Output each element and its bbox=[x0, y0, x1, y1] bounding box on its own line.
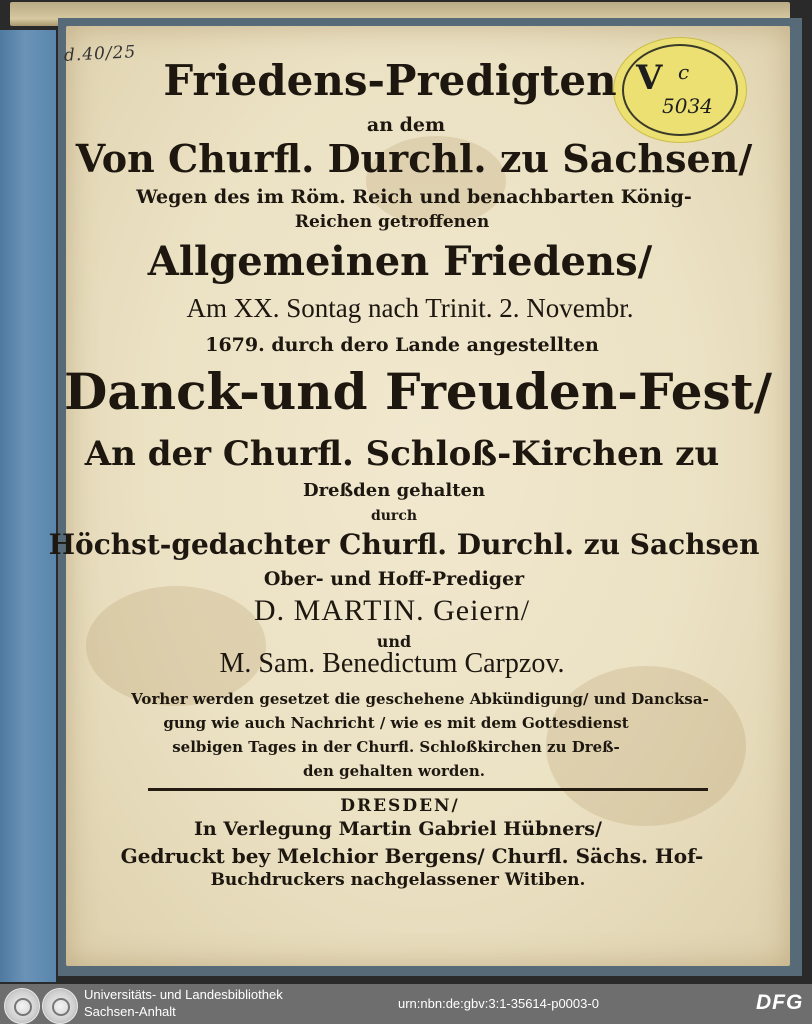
title-line-19: gung wie auch Nachricht / wie es mit dem Gottesdienst bbox=[163, 714, 629, 732]
title-line-10: An der Churfl. Schloß-Kirchen zu bbox=[84, 434, 720, 474]
title-line-17: M. Sam. Benedictum Carpzov. bbox=[219, 648, 565, 679]
library-seal-icon-2 bbox=[42, 988, 78, 1024]
title-line-13: Höchst-gedachter Churfl. Durchl. zu Sachsen bbox=[48, 528, 760, 561]
title-line-18: Vorher werden gesetzet die geschehene Abkündigung/ und Dancksa- bbox=[131, 690, 709, 708]
shelfmark-subletter: c bbox=[678, 60, 690, 84]
handwritten-shelf-note: d.40/25 bbox=[63, 42, 137, 66]
digitization-footer bbox=[0, 984, 812, 1024]
title-line-7: Am XX. Sontag nach Trinit. 2. Novembr. bbox=[186, 293, 634, 323]
title-line-6: Allgemeinen Friedens/ bbox=[147, 238, 653, 285]
title-line-14: Ober- und Hoff-Prediger bbox=[263, 568, 525, 590]
title-line-4: Wegen des im Röm. Reich und benachbarten König- bbox=[136, 186, 692, 208]
title-line-15: D. MARTIN. Geiern/ bbox=[253, 594, 531, 627]
imprint-line-3: Gedruckt bey Melchior Bergens/ Churfl. Sächs. Hof- bbox=[120, 844, 704, 868]
title-line-21: den gehalten worden. bbox=[302, 762, 486, 780]
title-line-1: Friedens-Predigten bbox=[163, 56, 617, 105]
title-line-3: Von Churfl. Durchl. zu Sachsen/ bbox=[75, 136, 753, 181]
title-line-20: selbigen Tages in der Churfl. Schloßkirchen zu Dreß- bbox=[172, 738, 620, 756]
divider-rule bbox=[148, 788, 708, 791]
title-line-16: und bbox=[376, 632, 412, 651]
title-line-5: Reichen getroffenen bbox=[294, 212, 490, 232]
title-line-11: Dreßden gehalten bbox=[302, 480, 486, 501]
library-name-line-1: Universitäts- und Landesbibliothek bbox=[84, 987, 283, 1002]
urn-identifier: urn:nbn:de:gbv:3:1-35614-p0003-0 bbox=[398, 996, 599, 1011]
imprint-line-1: DRESDEN/ bbox=[340, 796, 460, 816]
shelfmark-number: 5034 bbox=[662, 94, 713, 118]
imprint-line-2: In Verlegung Martin Gabriel Hübners/ bbox=[194, 818, 602, 840]
shelfmark-letter: V bbox=[636, 58, 663, 98]
title-line-8: 1679. durch dero Lande angestellten bbox=[205, 334, 599, 356]
dfg-logo: DFG bbox=[756, 991, 804, 1014]
title-line-12: durch bbox=[370, 508, 418, 524]
title-line-2: an dem bbox=[366, 114, 446, 136]
library-seal-icon bbox=[4, 988, 40, 1024]
title-line-9: Danck-und Freuden-Fest/ bbox=[63, 362, 773, 421]
library-name-line-2: Sachsen-Anhalt bbox=[84, 1004, 176, 1019]
imprint-line-4: Buchdruckers nachgelassener Witiben. bbox=[210, 870, 586, 890]
